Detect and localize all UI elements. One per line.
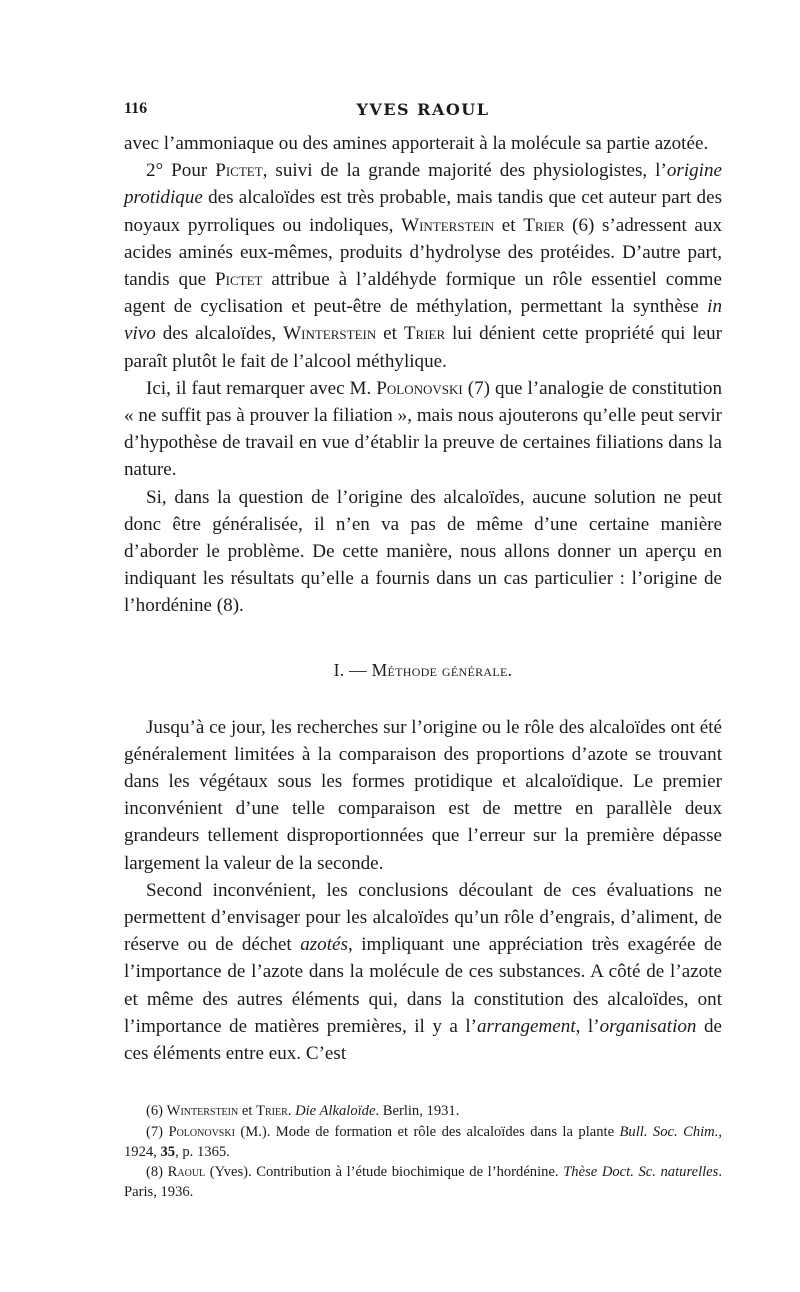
- author-trier: Trier: [403, 323, 446, 345]
- emphasis-organisation: organisation: [599, 1015, 697, 1037]
- emphasis-in-vivo: in vivo: [124, 296, 722, 345]
- section-title-text: Méthode générale.: [371, 659, 513, 680]
- paragraph-6: Second inconvénient, les conclusions découlant de ces évaluations ne permettent d’envisager pour les alcaloïdes qu’un rôle d’engrais, d’aliment, de réserve ou de déchet azotés, impliquant une appréciation très exagérée de l’importance de l’azote dans la molécule de ces substances. A côté de l’azote et même des autres éléments qui, dans la constitution des alcaloïdes, ont l’importance de matières premières, il y a l’arrangement, l’organisation de ces éléments entre eux. C’est: [124, 879, 722, 1065]
- page: [124, 100, 722, 1203]
- author-pictet: Pictet: [215, 269, 263, 291]
- paragraph-2: 2° Pour Pictet, suivi de la grande majorité des physiologistes, l’origine protidique des alcaloïdes est très probable, mais tandis que cet auteur part des noyaux pyrroliques ou indoliques, Winterstein et Trier (6) s’adressent aux acides aminés eux-mêmes, produits d’hydrolyse des protéides. D’autre part, tandis que Pictet attribue à l’aldéhyde formique un rôle essentiel comme agent de cyclisation et peut-être de méthylation, permettant la synthèse in vivo des alcaloïdes, Winterstein et Trier lui dénient cette propriété qui leur paraît plutôt le fait de l’alcool méthylique.: [124, 160, 723, 372]
- paragraph-3: Ici, il faut remarquer avec M. Polonovski (7) que l’analogie de constitution « ne suffit pas à prouver la filiation », mais nous ajouterons qu’elle peut servir d’hypothèse de travail en vue d’établir la preuve de certaines filiations dans la nature.: [124, 377, 723, 481]
- section-number: I. —: [333, 659, 372, 680]
- emphasis-azotes: azotés: [300, 934, 348, 956]
- footnote-6: (6) Winterstein et Trier. Die Alkaloïde. Berlin, 1931.: [146, 1103, 460, 1120]
- page-number: 116: [124, 100, 148, 117]
- emphasis-arrangement: arrangement: [477, 1015, 576, 1037]
- author-polonovski: Polonovski: [376, 377, 463, 399]
- author-winterstein: Winterstein: [401, 214, 495, 236]
- running-title: YVES RAOUL: [356, 100, 490, 119]
- footnote-8: (8) Raoul (Yves). Contribution à l’étude biochimique de l’hordénine. Thèse Doct. Sc. naturelles. Paris, 1936.: [124, 1164, 722, 1201]
- author-winterstein: Winterstein: [283, 323, 377, 345]
- paragraph-5: Jusqu’à ce jour, les recherches sur l’origine ou le rôle des alcaloïdes ont été généralement limitées à la comparaison des proportions d’azote se trouvant dans les végétaux sous les formes protidique et alcaloïdique. Le premier inconvénient d’une telle comparaison est de mettre en parallèle deux grandeurs tellement disproportionnées que l’erreur sur la première dépasse largement la valeur de la seconde.: [124, 716, 722, 874]
- author-trier: Trier: [523, 214, 565, 236]
- paragraph-1: avec l’ammoniaque ou des amines apporterait à la molécule sa partie azotée.: [124, 133, 709, 154]
- author-pictet: Pictet: [215, 160, 263, 182]
- paragraph-4: Si, dans la question de l’origine des alcaloïdes, aucune solution ne peut donc être généralisée, il n’en va pas de même d’une certaine manière d’aborder le problème. De cette manière, nous allons donner un aperçu en indiquant les résultats qu’elle a fournis dans un cas particulier : l’origine de l’hordénine (8).: [124, 486, 722, 617]
- section-heading: [124, 660, 722, 681]
- footnote-7: (7) Polonovski (M.). Mode de formation et rôle des alcaloïdes dans la plante Bull. Soc. Chim., 1924, 35, p. 1365.: [124, 1123, 723, 1160]
- footnotes: [124, 1101, 722, 1202]
- emphasis-origine-protidique: origine protidique: [124, 160, 722, 209]
- running-head: [124, 100, 722, 130]
